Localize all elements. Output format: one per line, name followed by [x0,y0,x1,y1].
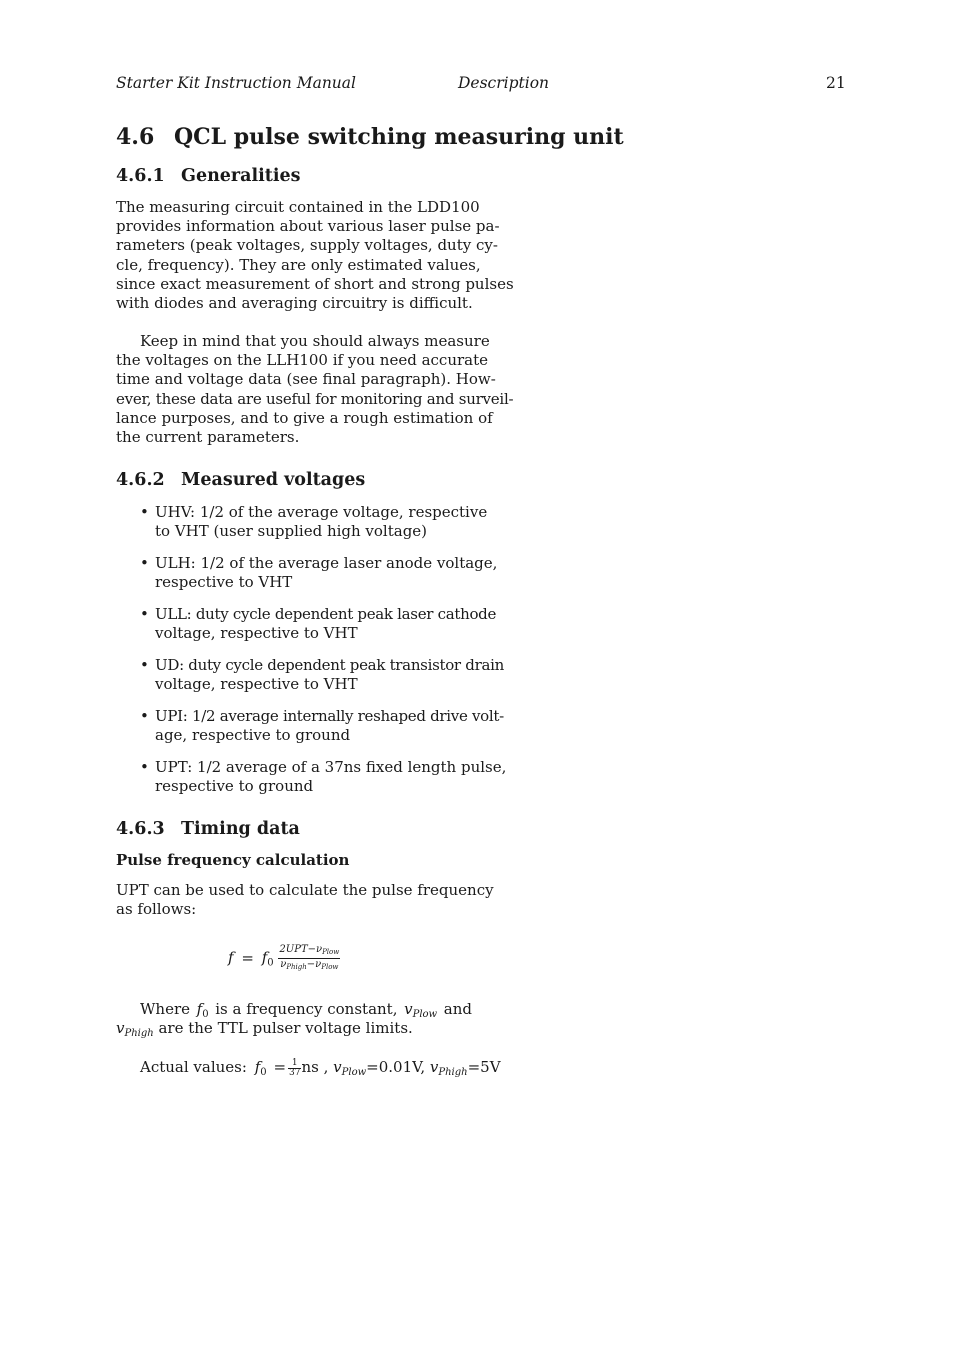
numerator-text: 2UPT−ν [279,944,323,955]
text-line: ever, these data are useful for monitoring and surveil- [116,389,514,408]
vphigh-value: =5V [467,1058,501,1076]
subsection-title: Measured voltages [181,470,366,490]
text-line: the current parameters. [116,428,300,447]
page-number: 21 [826,74,846,92]
vphigh-symbol [116,1019,154,1037]
bullet-icon: • [140,707,149,725]
fraction-numerator: 1 [288,1059,301,1069]
text-line: to VHT (user supplied high voltage) [155,522,428,541]
math-symbol: f [196,1000,203,1018]
math-symbol: v [404,1000,413,1018]
subsection-title: Timing data [181,819,300,839]
math-subscript: Plow [412,1009,438,1020]
subsection-generalities-heading [116,166,301,186]
actual-values-line [140,1058,501,1082]
denominator-subscript: Plow [321,963,339,971]
text-line: respective to ground [155,777,314,796]
actual-values-label: Actual values: [140,1058,247,1076]
formula-lhs: f [228,948,234,967]
text-line: provides information about various laser pulse pa- [116,217,500,236]
math-subscript: Phigh [438,1067,468,1078]
text-span: is a frequency constant, [215,1000,398,1018]
text-line: voltage, respective to VHT [155,675,358,694]
formula-equals: = [241,948,254,967]
formula-denominator [278,959,340,973]
subsection-number: 4.6.2 [116,470,165,490]
bullet-icon: • [140,503,149,521]
math-symbol: v [116,1019,125,1037]
text-line: as follows: [116,900,197,919]
header-chapter: Description [458,74,550,92]
text-line: Keep in mind that you should always measure [140,332,490,350]
text-span: Where [140,1000,191,1018]
formula-f0: f [261,948,268,967]
section-title: QCL pulse switching measuring unit [174,124,624,150]
denominator-subscript: Phigh [286,963,307,971]
text-span: are the TTL pulser voltage limits. [158,1019,413,1037]
formula-fraction [278,944,340,973]
unit-text: ns , [301,1058,329,1076]
generalities-paragraph-1 [116,198,514,313]
section-heading [116,124,624,150]
header-manual-title: Starter Kit Instruction Manual [116,74,356,92]
math-symbol: v [429,1058,439,1076]
formula-f0-subscript: 0 [267,957,274,969]
list-item [155,656,504,694]
text-line: UD: duty cycle dependent peak transistor drain [155,656,504,674]
math-subscript: 0 [260,1067,267,1078]
math-symbol: f [254,1058,261,1076]
list-item [155,707,504,745]
text-line: voltage, respective to VHT [155,624,358,643]
bullet-icon: • [140,656,149,674]
text-line: ULL: duty cycle dependent peak laser cathode [155,605,497,623]
text-line: age, respective to ground [155,726,351,745]
math-symbol: v [333,1058,342,1076]
vplow-value: =0.01V, [366,1058,426,1076]
text-line: UPT: 1/2 average of a 37ns fixed length pulse, [155,758,507,776]
text-line: UHV: 1/2 of the average voltage, respective [155,503,488,521]
frequency-formula [228,944,340,973]
bullet-icon: • [140,554,149,572]
denominator-text: −ν [306,959,322,970]
text-line: lance purposes, and to give a rough estimation of [116,408,493,427]
fraction-denominator: 37 [289,1067,301,1078]
text-line: since exact measurement of short and strong pulses [116,274,514,293]
text-line: rameters (peak voltages, supply voltages, duty cy- [116,236,498,255]
text-line: ULH: 1/2 of the average laser anode voltage, [155,554,498,572]
generalities-paragraph-2 [116,332,514,447]
text-line: cle, frequency). They are only estimated values, [116,255,481,274]
subsection-number: 4.6.1 [116,166,165,186]
pulse-frequency-heading: Pulse frequency calculation [116,851,350,869]
bullet-icon: • [140,758,149,776]
list-item [155,758,507,796]
math-subscript: 0 [202,1009,209,1020]
denominator-text: ν [280,959,287,970]
where-line-2 [116,1019,413,1043]
math-subscript: Plow [341,1067,367,1078]
text-line: UPT can be used to calculate the pulse frequency [116,881,494,899]
subsection-title: Generalities [181,166,301,186]
timing-intro-paragraph [116,881,494,919]
text-line: time and voltage data (see final paragraph). How- [116,370,496,389]
list-item [155,605,497,643]
numerator-subscript: Plow [322,948,340,956]
bullet-icon: • [140,605,149,623]
text-line: with diodes and averaging circuitry is difficult. [116,294,473,313]
list-item [155,554,498,592]
math-equals: = [273,1058,287,1076]
subsection-measured-voltages-heading [116,470,365,490]
text-span: and [443,1000,472,1018]
one-over-37-fraction [288,1059,301,1078]
text-line: respective to VHT [155,573,293,592]
math-subscript: Phigh [124,1028,154,1039]
subsection-timing-heading [116,819,300,839]
text-line: The measuring circuit contained in the LDD100 [116,198,480,216]
text-line: UPI: 1/2 average internally reshaped drive volt- [155,707,504,725]
formula-numerator [278,944,340,959]
list-item [155,503,488,541]
section-number: 4.6 [116,124,155,150]
text-line: the voltages on the LLH100 if you need accurate [116,351,489,370]
subsection-number: 4.6.3 [116,819,165,839]
